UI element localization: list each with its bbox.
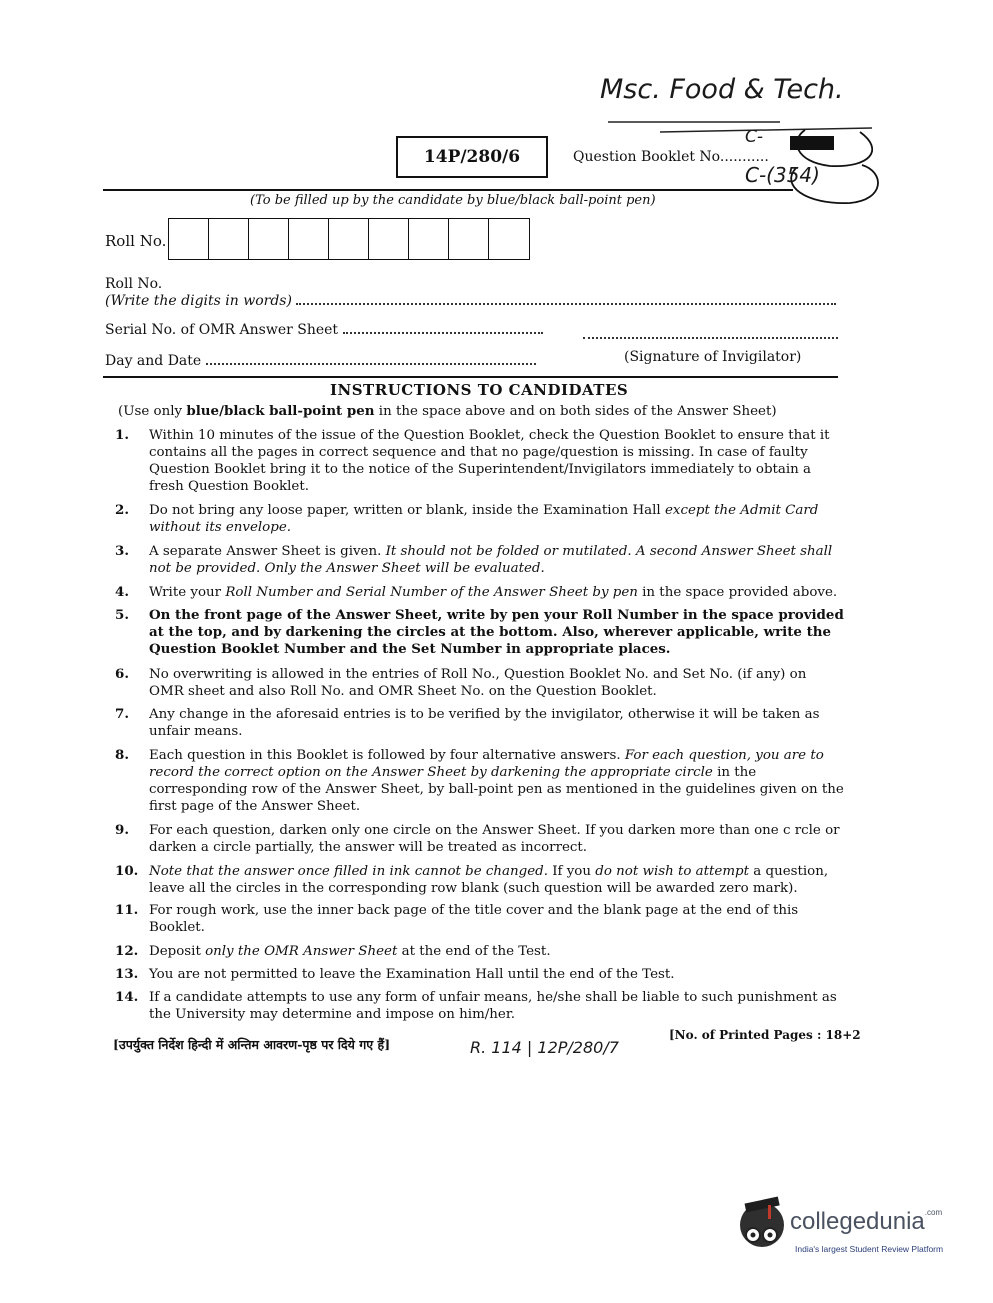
roll-digit-box[interactable] bbox=[489, 219, 529, 259]
text-part: a question, leave all the circles in the corresponding row blank (such question will be awarded zero mark). bbox=[149, 864, 829, 896]
text-part: Do not bring any loose paper, written or blank, inside the Examination Hall bbox=[149, 503, 665, 518]
item-text bbox=[149, 543, 845, 577]
roll-words-field bbox=[105, 293, 836, 309]
instruction-item bbox=[115, 427, 845, 495]
item-number: 10. bbox=[115, 863, 139, 879]
instruction-item bbox=[115, 502, 845, 536]
text-italic: Roll Number and Serial Number of the Answer Sheet by pen bbox=[225, 585, 638, 600]
roll-digit-box[interactable] bbox=[369, 219, 409, 259]
roll-digit-box[interactable] bbox=[289, 219, 329, 259]
item-number: 13. bbox=[115, 966, 139, 982]
day-date-label: Day and Date bbox=[105, 353, 202, 369]
text-part: Each question in this Booklet is followed by four alternative answers. bbox=[149, 748, 625, 763]
fill-instruction-note: (To be filled up by the candidate by blue/black ball-point pen) bbox=[250, 193, 656, 208]
roll-digit-box[interactable] bbox=[409, 219, 449, 259]
item-text: Within 10 minutes of the issue of the Question Booklet, check the Question Booklet to ensure that it contains all the pages in correct sequence and that no page/question is missing. In case of faulty Question Booklet bring it to the notice of the Superintendent/Invigilators immediately to obtain a fresh Question Booklet. bbox=[149, 428, 830, 494]
text-part: A separate Answer Sheet is given. bbox=[149, 544, 386, 559]
item-number: 1. bbox=[115, 427, 129, 443]
printed-pages-note: [No. of Printed Pages : 18+2 bbox=[669, 1028, 861, 1042]
roll-words-dotted-line[interactable] bbox=[296, 293, 836, 305]
item-number: 7. bbox=[115, 706, 129, 722]
item-text: No overwriting is allowed in the entries of Roll No., Question Booklet No. and Set No. (if any) on OMR sheet and also Roll No. and OMR Sheet No. on the Question Booklet. bbox=[149, 667, 807, 699]
item-number: 11. bbox=[115, 902, 139, 918]
text-part: If you bbox=[547, 864, 596, 879]
roll-no-grid bbox=[168, 218, 530, 260]
item-number: 2. bbox=[115, 502, 129, 518]
item-text bbox=[149, 943, 845, 960]
handwritten-booklet-number-top: C- bbox=[745, 127, 764, 147]
instruction-item bbox=[115, 989, 845, 1023]
item-text: For each question, darken only one circle on the Answer Sheet. If you darken more than one c rcle or darken a circle partially, the answer will be treated as incorrect. bbox=[149, 823, 840, 855]
item-text bbox=[149, 502, 845, 536]
item-number: 9. bbox=[115, 822, 129, 838]
text-part: Write your bbox=[149, 585, 226, 600]
instruction-item bbox=[115, 543, 845, 577]
collegedunia-brand bbox=[790, 1208, 942, 1236]
roll-words-label-1: Roll No. bbox=[105, 276, 163, 292]
collegedunia-mascot-icon bbox=[735, 1195, 790, 1257]
brand-name: collegedunia bbox=[790, 1208, 925, 1235]
text-part: at the end of the Test. bbox=[397, 944, 551, 959]
text-italic: It should not be folded or mutilated. A second Answer Sheet shall not be provided. Only the Answer Sheet will be evaluated. bbox=[149, 544, 833, 576]
collegedunia-tagline: India's largest Student Review Platform bbox=[795, 1244, 944, 1254]
roll-digit-box[interactable] bbox=[169, 219, 209, 259]
subtitle-part: (Use only bbox=[118, 404, 187, 419]
instruction-item bbox=[115, 966, 845, 983]
item-text: For rough work, use the inner back page of the title cover and the blank page at the end of this Booklet. bbox=[149, 903, 799, 935]
item-text: Any change in the aforesaid entries is to be verified by the invigilator, otherwise it will be taken as unfair means. bbox=[149, 707, 820, 739]
item-number: 12. bbox=[115, 943, 139, 959]
day-date-dotted-line[interactable] bbox=[206, 353, 536, 365]
omr-serial-field bbox=[105, 322, 543, 338]
item-number: 6. bbox=[115, 666, 129, 682]
roll-no-label: Roll No. bbox=[105, 232, 167, 250]
question-booklet-number-field bbox=[573, 149, 769, 165]
handwritten-course-name: Msc. Food & Tech. bbox=[600, 74, 844, 105]
instruction-item bbox=[115, 747, 845, 815]
signature-dotted-line[interactable] bbox=[583, 337, 838, 339]
day-date-field bbox=[105, 353, 536, 369]
instructions-rule bbox=[103, 376, 838, 378]
text-italic: For each question, you are to record the correct option on the Answer Sheet by darkening the appropriate circle bbox=[149, 748, 824, 780]
item-text bbox=[149, 863, 845, 897]
item-text bbox=[149, 584, 845, 601]
paper-code: 14P/280/6 bbox=[423, 147, 521, 167]
signature-label: (Signature of Invigilator) bbox=[624, 349, 802, 365]
item-number: 5. bbox=[115, 607, 129, 623]
item-number: 14. bbox=[115, 989, 139, 1005]
question-booklet-dots: .......... bbox=[724, 149, 769, 165]
instruction-item bbox=[115, 584, 845, 601]
text-part: Deposit bbox=[149, 944, 206, 959]
instruction-item bbox=[115, 822, 845, 856]
item-text: If a candidate attempts to use any form of unfair means, he/she shall be liable to such punishment as the University may determine and impose on him/her. bbox=[149, 990, 837, 1022]
paper-code-box bbox=[396, 136, 548, 178]
text-italic: do not wish to attempt bbox=[595, 864, 749, 879]
roll-digit-box[interactable] bbox=[449, 219, 489, 259]
text-part: in the space provided above. bbox=[637, 585, 838, 600]
text-part: in the corresponding row of the Answer Sheet, by ball-point pen as mentioned in the guidelines given on the first page of the Answer Sheet. bbox=[149, 765, 844, 814]
brand-suffix: .com bbox=[924, 1208, 943, 1217]
item-number: 3. bbox=[115, 543, 129, 559]
roll-digit-box[interactable] bbox=[209, 219, 249, 259]
roll-digit-box[interactable] bbox=[249, 219, 289, 259]
item-number: 4. bbox=[115, 584, 129, 600]
instruction-item bbox=[115, 863, 845, 897]
roll-words-label-2: (Write the digits in words) bbox=[105, 293, 292, 309]
handwritten-footer-code: R. 114 | 12P/280/7 bbox=[470, 1038, 619, 1057]
omr-serial-label: Serial No. of OMR Answer Sheet bbox=[105, 322, 339, 338]
text-italic: only the OMR Answer Sheet bbox=[205, 944, 398, 959]
text-italic: Note that the answer once filled in ink cannot be changed. bbox=[149, 864, 548, 879]
instruction-item bbox=[115, 943, 845, 960]
item-text: You are not permitted to leave the Examination Hall until the end of the Test. bbox=[149, 967, 675, 982]
instructions-title: INSTRUCTIONS TO CANDIDATES bbox=[330, 381, 629, 399]
hindi-note: [उपर्युक्त निर्देश हिन्दी में अन्तिम आवरण-पृष्ठ पर दिये गए हैं] bbox=[113, 1037, 391, 1052]
subtitle-part: in the space above and on both sides of the Answer Sheet) bbox=[374, 404, 777, 419]
text-italic: except the Admit Card without its envelope. bbox=[149, 503, 819, 535]
instructions-subtitle bbox=[118, 403, 777, 419]
item-text bbox=[149, 747, 845, 815]
item-text: On the front page of the Answer Sheet, write by pen your Roll Number in the space provided at the top, and by darkening the circles at the bottom. Also, wherever applicable, write the Question Booklet Number and the Set Number in appropriate places. bbox=[149, 607, 844, 657]
header-rule bbox=[103, 189, 793, 191]
omr-serial-dotted-line[interactable] bbox=[343, 322, 543, 334]
roll-digit-box[interactable] bbox=[329, 219, 369, 259]
question-booklet-label: Question Booklet No. bbox=[573, 149, 725, 165]
instruction-item bbox=[115, 902, 845, 936]
subtitle-bold: blue/black ball-point pen bbox=[186, 403, 375, 419]
instruction-item bbox=[115, 607, 845, 658]
instruction-item bbox=[115, 706, 845, 740]
item-number: 8. bbox=[115, 747, 129, 763]
instruction-item bbox=[115, 666, 845, 700]
handwritten-booklet-number: C-(354) bbox=[745, 163, 820, 187]
